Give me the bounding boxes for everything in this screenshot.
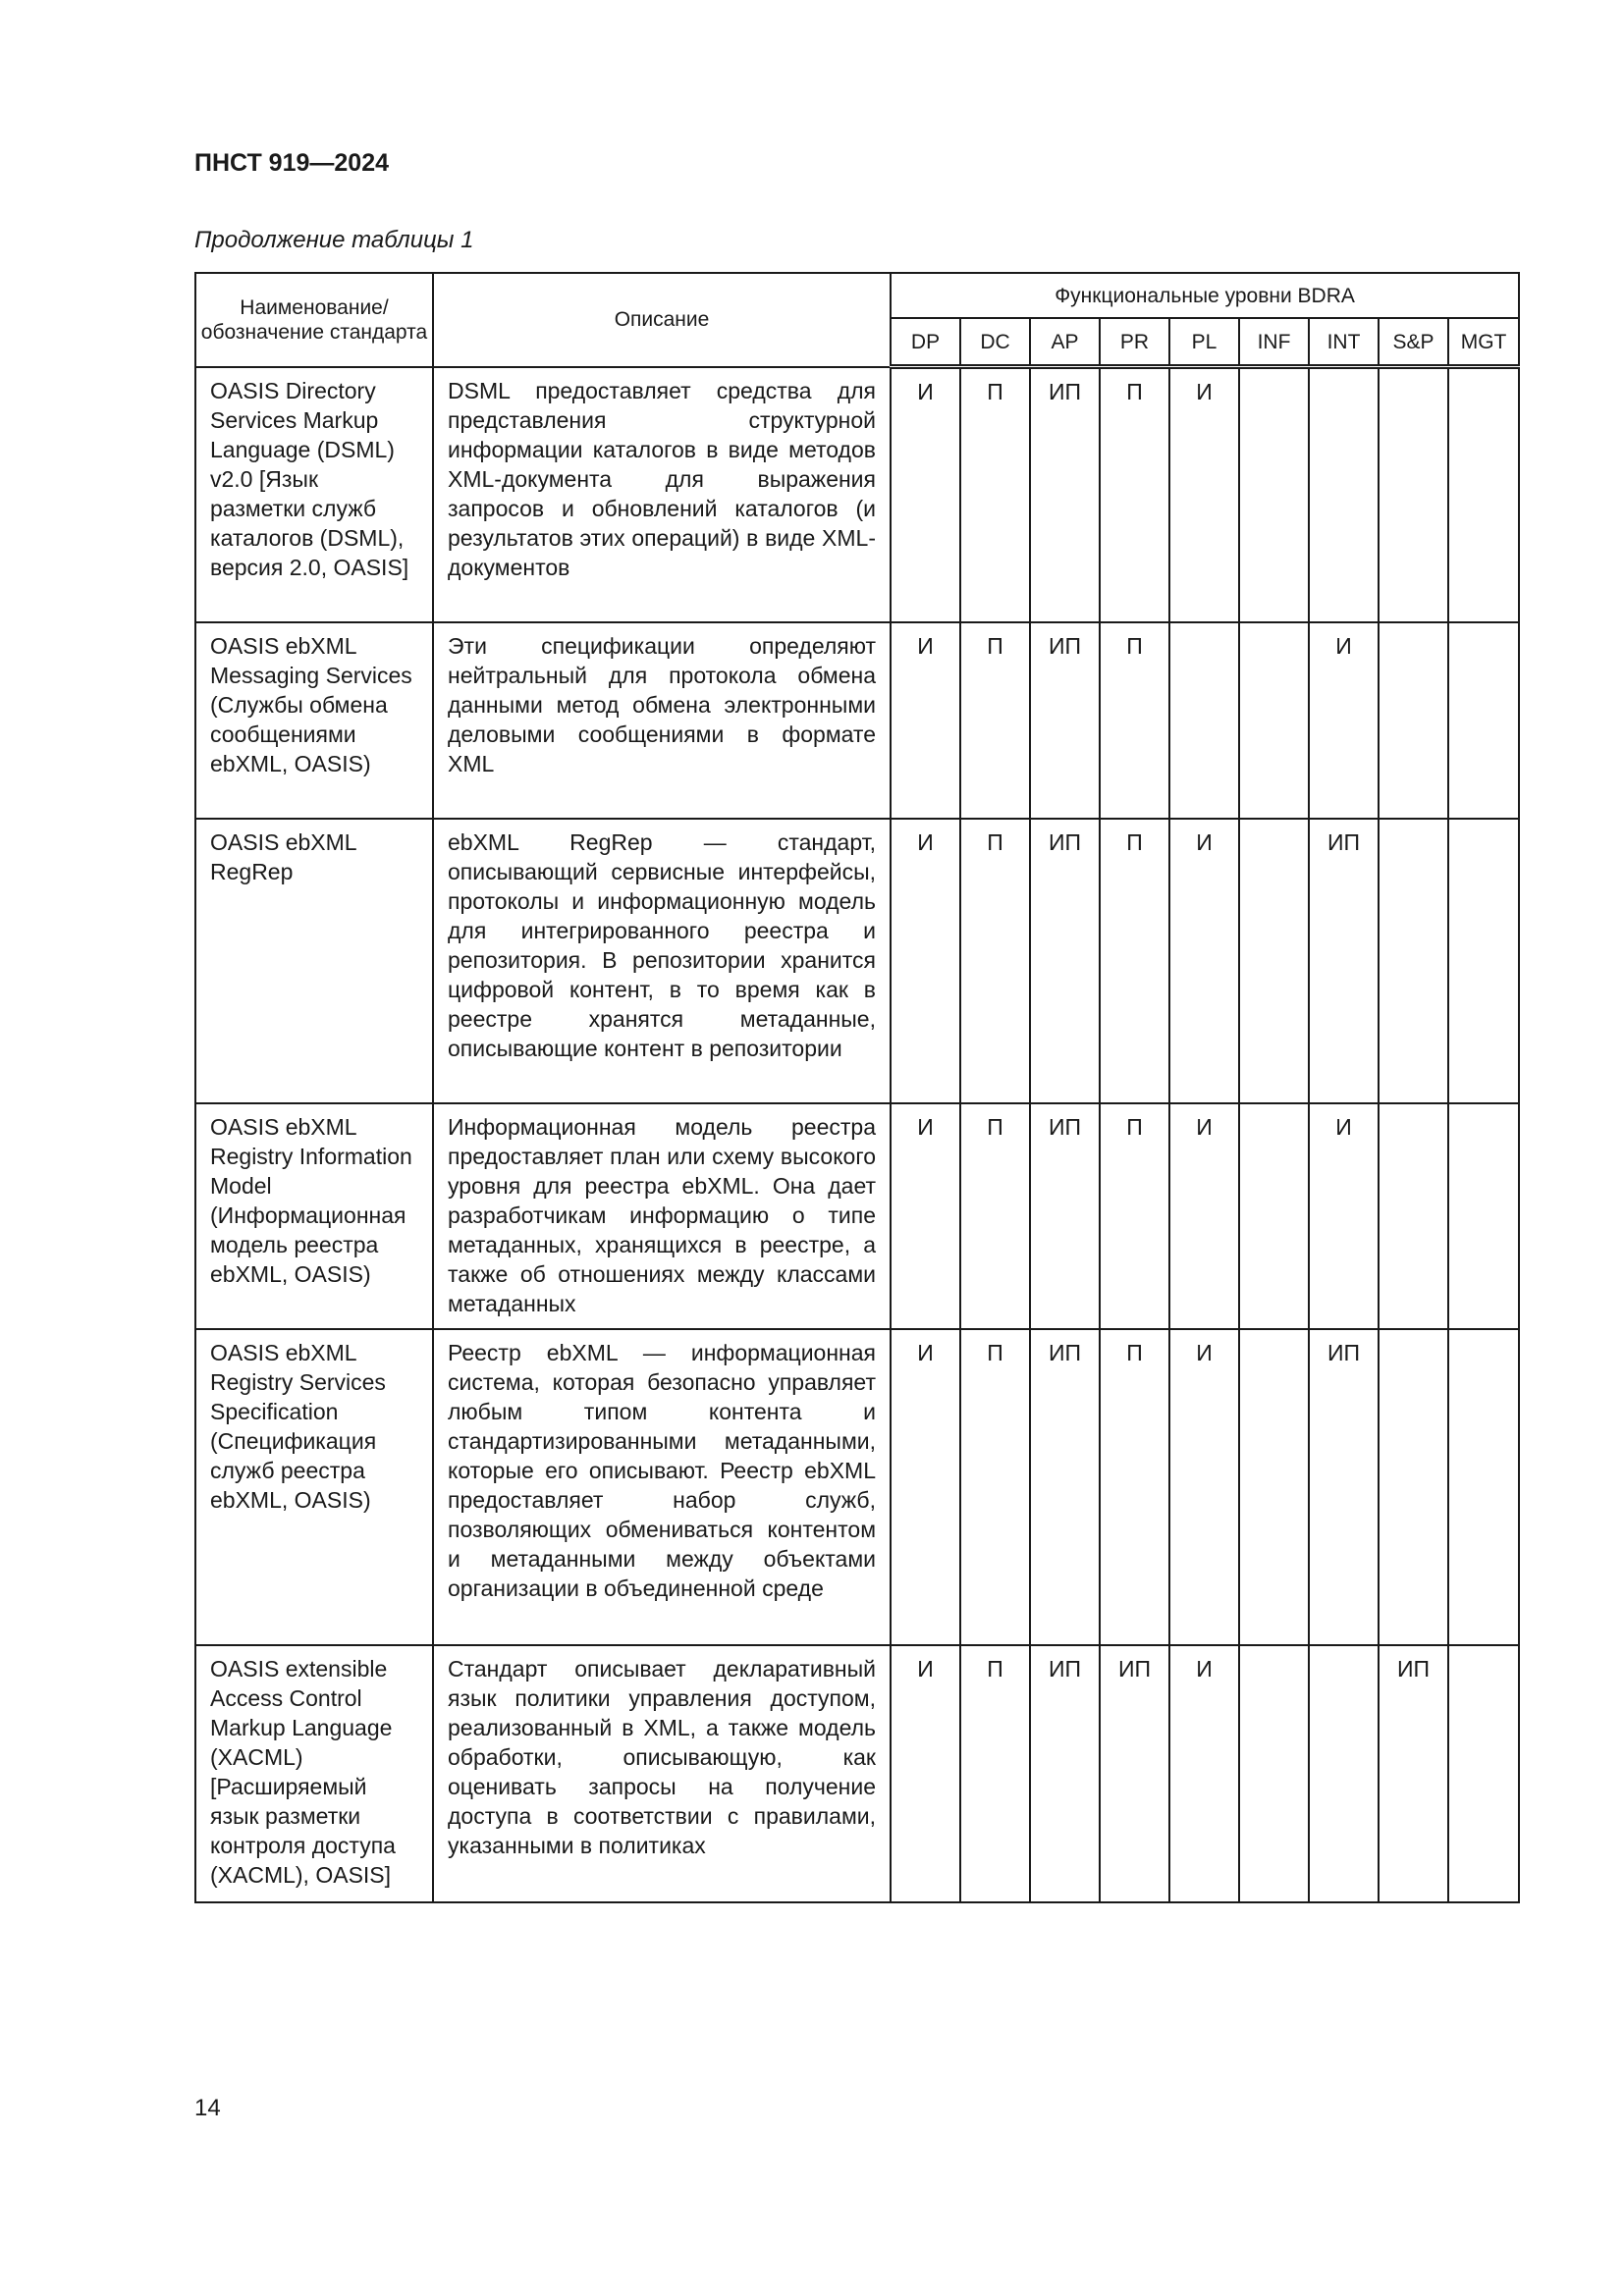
level-dc: DC bbox=[960, 318, 1030, 367]
standard-description: Эти спецификации определяют нейтральный для протокола обмена данными метод обмена электронными деловыми сообщениями в формате XML bbox=[433, 622, 891, 819]
header-row bbox=[195, 273, 1519, 318]
level-value: И bbox=[1309, 622, 1379, 819]
table-row bbox=[195, 622, 1519, 819]
level-value bbox=[1448, 1645, 1519, 1902]
level-value: И bbox=[1169, 367, 1239, 622]
standard-name: OASIS ebXML Registry Services Specification (Спецификация служб реестра ebXML, OASIS) bbox=[195, 1329, 433, 1645]
level-value: И bbox=[891, 819, 960, 1103]
level-int: INT bbox=[1309, 318, 1379, 367]
header-levels: Функциональные уровни BDRA bbox=[891, 273, 1519, 318]
level-value: И bbox=[891, 367, 960, 622]
level-value bbox=[1169, 622, 1239, 819]
level-value: П bbox=[960, 367, 1030, 622]
standard-description: ebXML RegRep — стандарт, описывающий сервисные интерфейсы, протоколы и информационную модель для интегрированного реестра и репозитория. В репозитории хранится цифровой контент, в то время как в реестре хранятся метаданные, описывающие контент в репозитории bbox=[433, 819, 891, 1103]
standard-name: OASIS ebXML RegRep bbox=[195, 819, 433, 1103]
level-sp: S&P bbox=[1379, 318, 1448, 367]
level-value: П bbox=[1100, 819, 1169, 1103]
level-value: ИП bbox=[1030, 1329, 1100, 1645]
level-pr: PR bbox=[1100, 318, 1169, 367]
level-value: И bbox=[1169, 1329, 1239, 1645]
level-value: ИП bbox=[1030, 1645, 1100, 1902]
header-name: Наименование/ обозначение стандарта bbox=[195, 273, 433, 367]
standard-description: DSML предоставляет средства для представления структурной информации каталогов в виде методов XML-документа для выражения запросов и обновлений каталогов (и результатов этих операций) в виде XML-документов bbox=[433, 367, 891, 622]
level-ap: AP bbox=[1030, 318, 1100, 367]
page-number: 14 bbox=[194, 2095, 221, 2121]
level-inf: INF bbox=[1239, 318, 1309, 367]
level-value: П bbox=[1100, 622, 1169, 819]
level-value bbox=[1239, 1645, 1309, 1902]
level-mgt: MGT bbox=[1448, 318, 1519, 367]
level-value: П bbox=[960, 1329, 1030, 1645]
standard-name: OASIS ebXML Registry Information Model (Информационная модель реестра ebXML, OASIS) bbox=[195, 1103, 433, 1329]
level-value bbox=[1239, 819, 1309, 1103]
level-value bbox=[1379, 622, 1448, 819]
level-value: И bbox=[891, 1329, 960, 1645]
level-value bbox=[1448, 1103, 1519, 1329]
level-value bbox=[1448, 367, 1519, 622]
level-value: И bbox=[891, 1103, 960, 1329]
level-value bbox=[1239, 1103, 1309, 1329]
standard-description: Информационная модель реестра предоставляет план или схему высокого уровня для реестра ebXML. Она дает разработчикам информацию о типе метаданных, хранящихся в реестре, а также об отношениях между классами метаданных bbox=[433, 1103, 891, 1329]
level-pl: PL bbox=[1169, 318, 1239, 367]
level-value: ИП bbox=[1030, 1103, 1100, 1329]
table-row bbox=[195, 1329, 1519, 1645]
level-value bbox=[1309, 367, 1379, 622]
standards-table bbox=[194, 272, 1520, 1903]
level-value bbox=[1448, 819, 1519, 1103]
level-value: ИП bbox=[1309, 1329, 1379, 1645]
level-value: И bbox=[1169, 819, 1239, 1103]
level-value bbox=[1239, 367, 1309, 622]
level-value: П bbox=[960, 1645, 1030, 1902]
table-row bbox=[195, 1103, 1519, 1329]
level-value: ИП bbox=[1379, 1645, 1448, 1902]
level-value: И bbox=[1309, 1103, 1379, 1329]
level-value: И bbox=[891, 1645, 960, 1902]
table-row bbox=[195, 1645, 1519, 1902]
level-value: П bbox=[960, 819, 1030, 1103]
standard-name: OASIS extensible Access Control Markup Language (XACML) [Расширяемый язык разметки контроля доступа (XACML), OASIS] bbox=[195, 1645, 433, 1902]
level-value: П bbox=[1100, 1329, 1169, 1645]
standard-name: OASIS Directory Services Markup Language (DSML) v2.0 [Язык разметки служб каталогов (DSML), версия 2.0, OASIS] bbox=[195, 367, 433, 622]
level-value bbox=[1448, 1329, 1519, 1645]
standard-description: Стандарт описывает декларативный язык политики управления доступом, реализованный в XML, а также модель обработки, описывающую, как оценивать запросы на получение доступа в соответствии с правилами, указанными в политиках bbox=[433, 1645, 891, 1902]
level-value bbox=[1379, 1329, 1448, 1645]
level-value: ИП bbox=[1030, 622, 1100, 819]
level-value: П bbox=[960, 1103, 1030, 1329]
level-dp: DP bbox=[891, 318, 960, 367]
level-value bbox=[1239, 622, 1309, 819]
level-value: И bbox=[891, 622, 960, 819]
standard-description: Реестр ebXML — информационная система, которая безопасно управляет любым типом контента и стандартизированными метаданными, которые его описывают. Реестр ebXML предоставляет набор служб, позволяющих обмениваться контентом и метаданными между объектами организации в объединенной среде bbox=[433, 1329, 891, 1645]
document-code: ПНСТ 919—2024 bbox=[194, 149, 389, 177]
level-value bbox=[1379, 819, 1448, 1103]
level-value bbox=[1309, 1645, 1379, 1902]
level-value: П bbox=[1100, 367, 1169, 622]
level-value: ИП bbox=[1030, 367, 1100, 622]
level-value: ИП bbox=[1309, 819, 1379, 1103]
standard-name: OASIS ebXML Messaging Services (Службы обмена сообщениями ebXML, OASIS) bbox=[195, 622, 433, 819]
header-description: Описание bbox=[433, 273, 891, 367]
level-value: ИП bbox=[1030, 819, 1100, 1103]
level-value: И bbox=[1169, 1103, 1239, 1329]
level-value bbox=[1379, 367, 1448, 622]
level-value: ИП bbox=[1100, 1645, 1169, 1902]
table-row bbox=[195, 819, 1519, 1103]
level-value: П bbox=[960, 622, 1030, 819]
level-value bbox=[1379, 1103, 1448, 1329]
level-value bbox=[1239, 1329, 1309, 1645]
level-value bbox=[1448, 622, 1519, 819]
table-row bbox=[195, 367, 1519, 622]
level-value: И bbox=[1169, 1645, 1239, 1902]
level-value: П bbox=[1100, 1103, 1169, 1329]
table-caption: Продолжение таблицы 1 bbox=[194, 227, 474, 253]
